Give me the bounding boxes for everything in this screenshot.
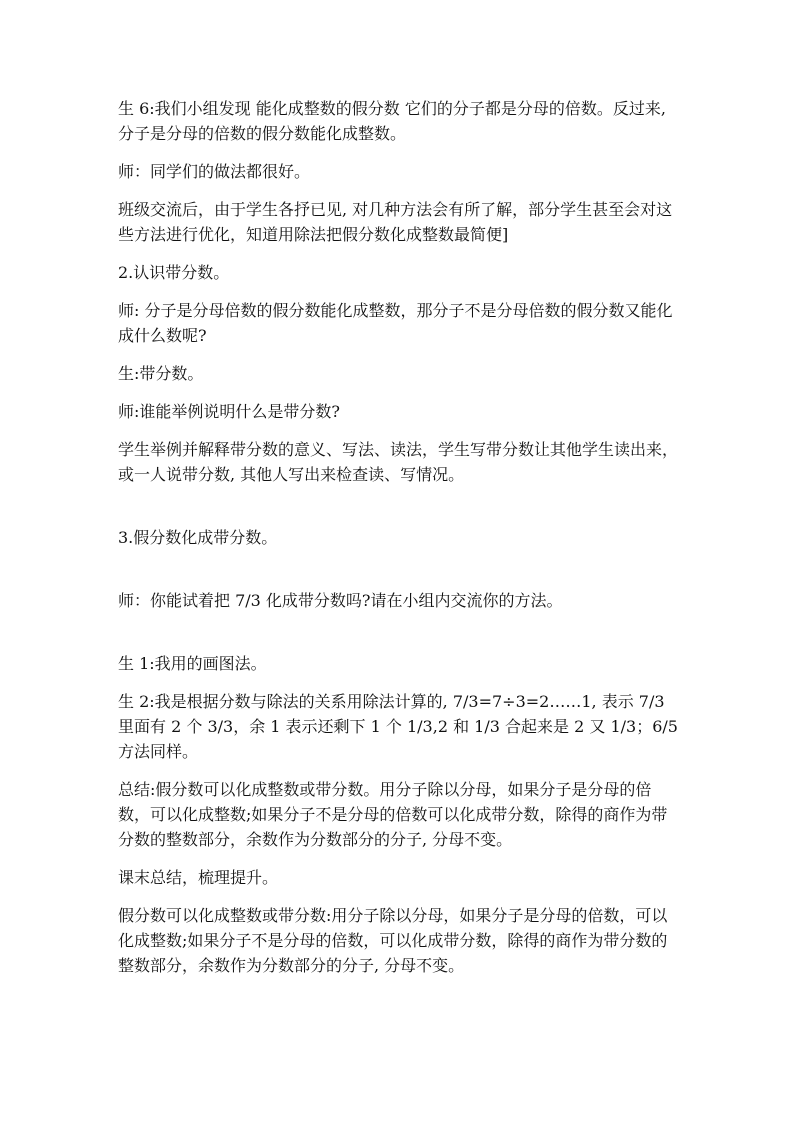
paragraph-lesson-wrapup: 课末总结，梳理提升。 [118,868,279,887]
paragraph-final-summary: 假分数可以化成整数或带分数:用分子除以分母，如果分子是分母的倍数，可以化成整数;如果分子不是分母的倍数，可以化成带分数，除得的商作为带分数的整数部分，余数作为分数部分的分子, 分母不变。 [118,906,668,975]
paragraph-teacher-example: 师:谁能举例说明什么是带分数? [118,402,340,421]
paragraph-student-answer: 生:带分数。 [118,364,204,383]
paragraph-student1: 生 1:我用的画图法。 [118,654,267,673]
section-heading-mixed-numbers: 2.认识带分数。 [118,263,230,282]
paragraph-teacher-praise: 师：同学们的做法都很好。 [118,162,311,181]
section-heading-convert: 3.假分数化成带分数。 [118,528,278,547]
paragraph-summary: 总结:假分数可以化成整数或带分数。用分子除以分母，如果分子是分母的倍数，可以化成整数;如果分子不是分母的倍数可以化成带分数，除得的商作为带分数的整数部分，余数作为分数部分的分子, 分母不变。 [118,780,668,849]
paragraph-student6: 生 6:我们小组发现 能化成整数的假分数 它们的分子都是分母的倍数。反过来, 分子是分母的倍数的假分数能化成整数。 [118,99,666,143]
paragraph-student-examples: 学生举例并解释带分数的意义、写法、读法，学生写带分数让其他学生读出来，或一人说带分数, 其他人写出来检查读、写情况。 [118,440,679,484]
document-page [118,96,678,991]
paragraph-teacher-question: 师: 分子是分母倍数的假分数能化成整数，那分子不是分母倍数的假分数又能化成什么数呢? [118,301,673,345]
paragraph-teacher-task: 师：你能试着把 7/3 化成带分数吗?请在小组内交流你的方法。 [118,591,563,610]
paragraph-student2: 生 2:我是根据分数与除法的关系用除法计算的, 7/3=7÷3=2……1, 表示 7/3 里面有 2 个 3/3，余 1 表示还剩下 1 个 1/3,2 和 1/3 合起来是 2 又 1/3；6/5 方法同样。 [118,692,678,761]
paragraph-class-discussion: 班级交流后，由于学生各抒已见, 对几种方法会有所了解，部分学生甚至会对这些方法进行优化，知道用除法把假分数化成整数最简便] [118,200,673,244]
